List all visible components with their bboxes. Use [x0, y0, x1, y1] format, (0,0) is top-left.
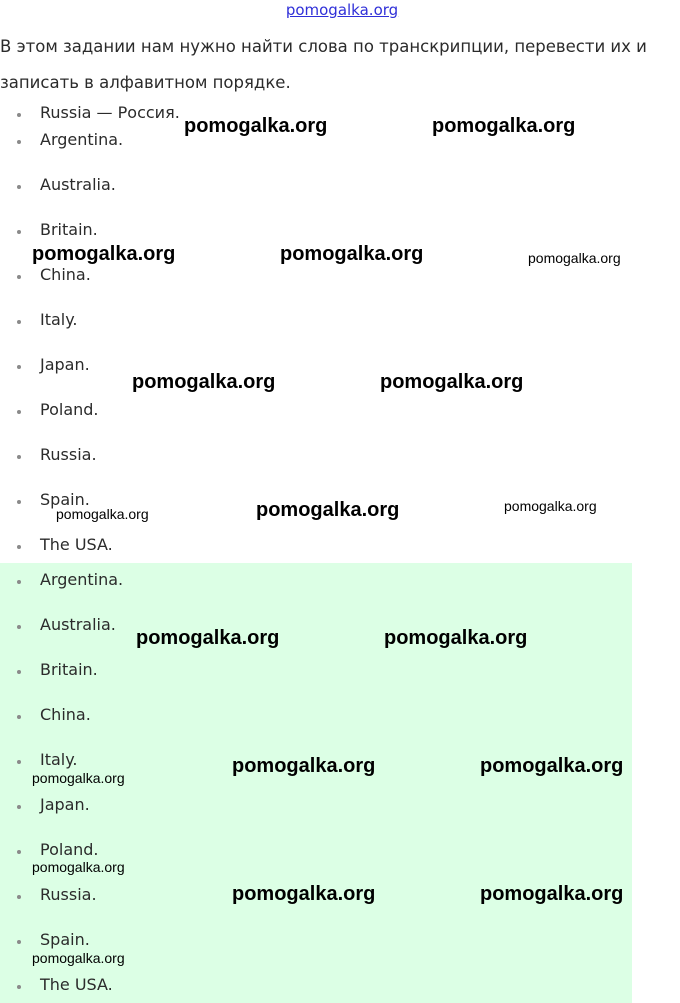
- watermark: pomogalka.org: [132, 371, 276, 393]
- bullet-icon: [17, 760, 21, 764]
- watermark: pomogalka.org: [32, 770, 125, 786]
- bullet-icon: [17, 805, 21, 809]
- bullet-icon: [17, 185, 21, 189]
- bullet-icon: [17, 850, 21, 854]
- watermark: pomogalka.org: [480, 755, 624, 777]
- bullet-icon: [17, 455, 21, 459]
- bullet-icon: [17, 580, 21, 584]
- bullet-icon: [17, 895, 21, 899]
- watermark: pomogalka.org: [32, 243, 176, 265]
- watermark: pomogalka.org: [232, 883, 376, 905]
- bullet-icon: [17, 940, 21, 944]
- watermark: pomogalka.org: [480, 883, 624, 905]
- watermark: pomogalka.org: [280, 243, 424, 265]
- bullet-icon: [17, 500, 21, 504]
- bullet-icon: [17, 230, 21, 234]
- bullet-icon: [17, 985, 21, 989]
- bullet-icon: [17, 715, 21, 719]
- bullet-icon: [17, 275, 21, 279]
- watermark: pomogalka.org: [504, 498, 597, 514]
- watermark: pomogalka.org: [256, 499, 400, 521]
- watermark: pomogalka.org: [528, 250, 621, 266]
- bullet-icon: [17, 670, 21, 674]
- watermark: pomogalka.org: [380, 371, 524, 393]
- watermark: pomogalka.org: [32, 859, 125, 875]
- bullet-icon: [17, 320, 21, 324]
- watermark: pomogalka.org: [432, 115, 576, 137]
- watermark: pomogalka.org: [32, 950, 125, 966]
- header-watermark-link[interactable]: pomogalka.org: [285, 1, 399, 19]
- watermark: pomogalka.org: [184, 115, 328, 137]
- watermark: pomogalka.org: [136, 627, 280, 649]
- bullet-icon: [17, 113, 21, 117]
- watermark: pomogalka.org: [232, 755, 376, 777]
- bullet-icon: [17, 625, 21, 629]
- bullet-icon: [17, 410, 21, 414]
- bullet-icon: [17, 365, 21, 369]
- bullet-icon: [17, 545, 21, 549]
- watermark: pomogalka.org: [56, 506, 149, 522]
- intro-text: В этом задании нам нужно найти слова по транскрипции, перевести их и записать в алфавитном порядке.: [0, 37, 647, 92]
- bullet-icon: [17, 140, 21, 144]
- watermark: pomogalka.org: [384, 627, 528, 649]
